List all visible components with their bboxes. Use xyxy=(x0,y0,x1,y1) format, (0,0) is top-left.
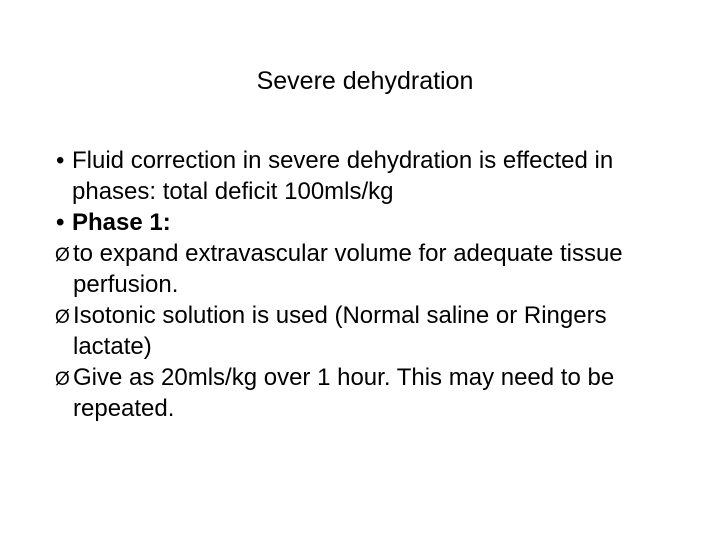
arrow-item-isotonic-solution xyxy=(56,300,676,362)
slide-content xyxy=(56,145,676,424)
bullet-icon: • xyxy=(56,209,65,236)
bullet-item-phase-1 xyxy=(56,207,676,238)
slide-title: Severe dehydration xyxy=(256,67,474,95)
arrow-item-dosage xyxy=(56,362,676,424)
arrow-item-text: to expand extravascular volume for adequate tissue perfusion. xyxy=(73,240,623,298)
bullet-item-fluid-correction xyxy=(56,145,676,207)
arrow-item-text: Isotonic solution is used (Normal saline or Ringers lactate) xyxy=(73,302,607,360)
arrow-item-expand-volume xyxy=(56,238,676,300)
arrow-bullet-icon: Ø xyxy=(55,369,70,390)
bullet-text: Fluid correction in severe dehydration is effected in phases: total deficit 100mls/kg xyxy=(72,147,614,205)
arrow-bullet-icon: Ø xyxy=(55,307,70,328)
bullet-text: Phase 1: xyxy=(72,209,171,236)
arrow-item-text: Give as 20mls/kg over 1 hour. This may need to be repeated. xyxy=(73,364,615,422)
bullet-icon: • xyxy=(56,147,65,174)
arrow-bullet-icon: Ø xyxy=(55,245,70,266)
